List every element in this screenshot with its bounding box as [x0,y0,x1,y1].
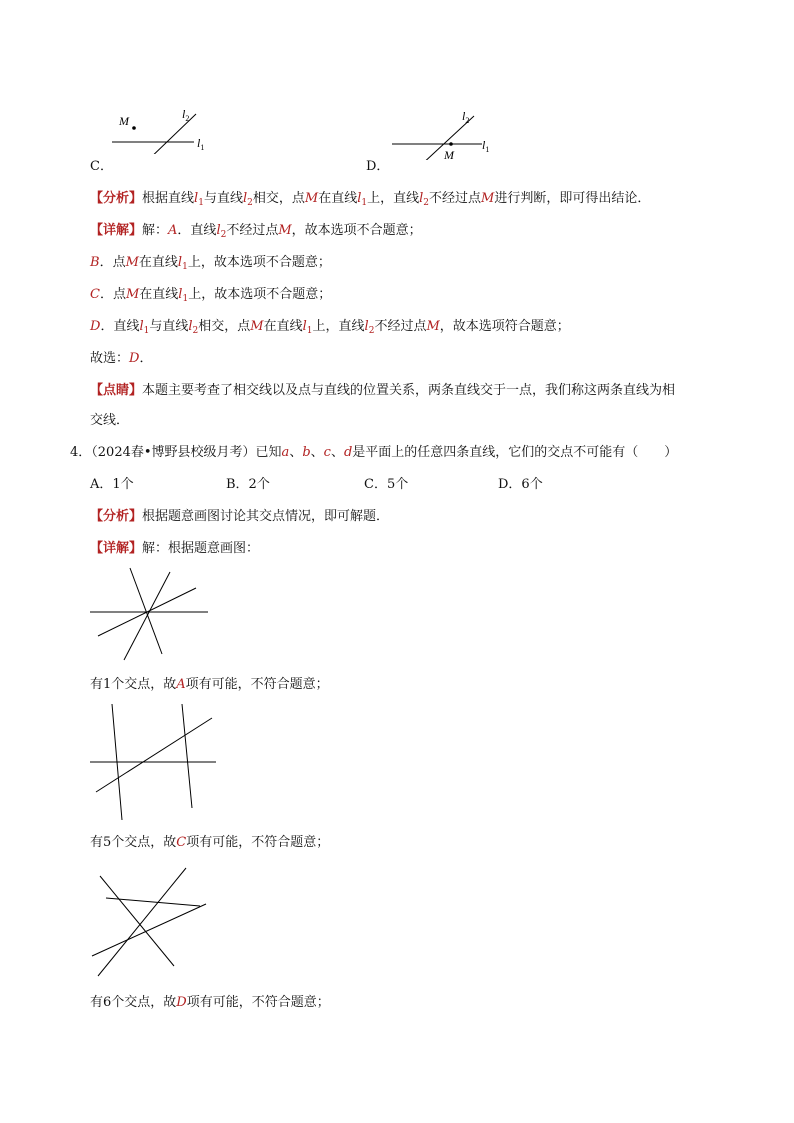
q4-option-b: B．2个 [226,477,270,492]
comment-line-2: 交线． [90,413,130,428]
analysis-tag: 【分析】 [90,191,143,206]
option-c-figure [112,104,212,154]
detail-line-b: B．点M在直线$l_1$上，故本选项不合题意； [90,255,331,272]
caption-one: 有1个交点，故A项有可能，不符合题意； [90,677,329,692]
figure-six-intersections [90,864,210,980]
point-m [449,142,453,146]
label-l1: $l_1$ [197,136,205,152]
label-m: M [444,148,454,160]
option-c-diagram [112,104,212,154]
detail-line-c: C．点M在直线$l_1$上，故本选项不合题意； [90,287,332,304]
caption-six: 有6个交点，故D项有可能，不符合题意； [90,995,330,1010]
point-m [132,126,136,130]
q4-option-d: D．6个 [498,477,543,492]
question-4-stem: 4．（2024春•博野县校级月考）已知a、b、c、d是平面上的任意四条直线，它们的交点不可能有（ ） [70,445,678,460]
figure-one-intersection [90,566,210,664]
label-l2: $l_2$ [462,109,470,125]
detail-tag: 【详解】 [90,223,143,238]
comment-tag: 【点睛】 [90,383,143,398]
label-l2: $l_2$ [182,107,190,123]
q4-option-a: A．1个 [90,477,134,492]
label-m: M [119,114,129,128]
caption-five: 有5个交点，故C项有可能，不符合题意； [90,835,330,850]
choice-line: 故选：D． [90,351,153,366]
option-d-diagram [392,104,502,160]
q4-detail: 【详解】解：根据题意画图： [90,541,260,556]
q4-analysis: 【分析】根据题意画图讨论其交点情况，即可解题． [90,509,390,524]
q4-option-c: C．5个 [364,477,409,492]
option-d-label: D． [366,159,390,174]
detail-line-d: D．直线$l_1$与直线$l_2$相交，点M在直线$l_1$上，直线$l_2$不经过点M，故本选项符合题意； [90,319,570,336]
detail-line-a: 【详解】解：A．直线$l_2$不经过点M，故本选项不合题意； [90,223,422,240]
option-c-label: C． [90,159,113,174]
analysis-line: 【分析】根据直线$l_1$与直线$l_2$相交，点M在直线$l_1$上，直线$l_2$不经过点M进行判断，即可得出结论． [90,191,651,208]
option-d-figure [392,104,502,160]
figure-five-intersections [90,702,218,822]
label-l1: $l_1$ [482,138,490,154]
comment-line-1: 【点睛】本题主要考查了相交线以及点与直线的位置关系，两条直线交于一点，我们称这两条直线为相 [90,383,676,398]
